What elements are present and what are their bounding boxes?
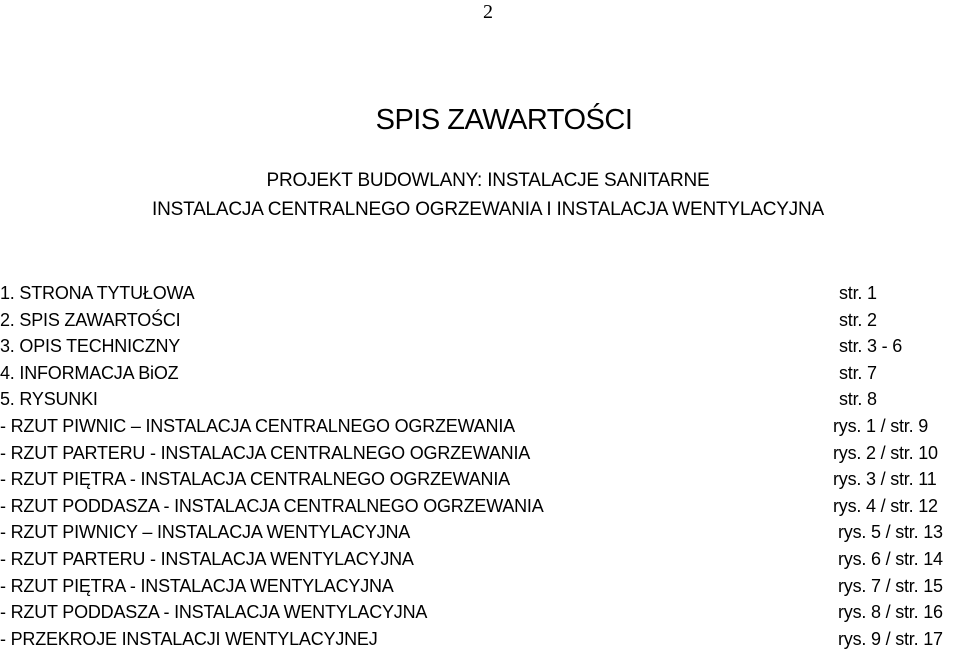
toc-row xyxy=(0,413,960,440)
toc-row-label: 4. INFORMACJA BiOZ xyxy=(0,362,179,383)
toc-row xyxy=(0,626,960,653)
toc-row xyxy=(0,546,960,573)
toc-row-page: rys. 4 / str. 12 xyxy=(833,495,938,516)
table-of-contents xyxy=(0,280,960,652)
toc-row-page: str. 1 xyxy=(839,283,877,303)
toc-row-page: rys. 6 / str. 14 xyxy=(838,548,943,569)
toc-row-label: - RZUT PARTERU - INSTALACJA CENTRALNEGO OGRZEWANIA xyxy=(0,442,531,463)
toc-row-page: rys. 5 / str. 13 xyxy=(838,522,943,543)
page-number: 2 xyxy=(483,1,493,23)
toc-row-label: 5. RYSUNKI xyxy=(0,389,98,410)
toc-row-page: rys. 3 / str. 11 xyxy=(833,469,937,490)
toc-row xyxy=(0,360,960,387)
toc-row-page: str. 3 - 6 xyxy=(839,336,903,357)
toc-row-label: - RZUT PIĘTRA - INSTALACJA CENTRALNEGO OGRZEWANIA xyxy=(0,469,510,490)
toc-row-page: rys. 2 / str. 10 xyxy=(833,442,938,463)
toc-row-page: str. 2 xyxy=(839,309,877,330)
toc-row xyxy=(0,280,960,307)
toc-row-label: 2. SPIS ZAWARTOŚCI xyxy=(0,309,181,330)
toc-row xyxy=(0,599,960,626)
toc-row-label: - RZUT PIĘTRA - INSTALACJA WENTYLACYJNA xyxy=(0,575,394,596)
toc-row-label: - RZUT PODDASZA - INSTALACJA WENTYLACYJNA xyxy=(0,602,428,623)
toc-row xyxy=(0,519,960,546)
toc-row-label: - RZUT PARTERU - INSTALACJA WENTYLACYJNA xyxy=(0,548,414,569)
toc-row-label: - RZUT PIWNICY – INSTALACJA WENTYLACYJNA xyxy=(0,522,411,543)
document-subtitle-line2: INSTALACJA CENTRALNEGO OGRZEWANIA I INSTALACJA WENTYLACYJNA xyxy=(152,199,824,220)
toc-row xyxy=(0,386,960,413)
toc-row-label: - PRZEKROJE INSTALACJI WENTYLACYJNEJ xyxy=(0,628,378,649)
toc-row-page: rys. 1 / str. 9 xyxy=(833,415,929,436)
toc-row xyxy=(0,466,960,493)
document-title: SPIS ZAWARTOŚCI xyxy=(375,104,633,136)
toc-row-page: rys. 9 / str. 17 xyxy=(838,628,943,649)
toc-row-label: - RZUT PIWNIC – INSTALACJA CENTRALNEGO OGRZEWANIA xyxy=(0,415,515,436)
toc-row-page: rys. 7 / str. 15 xyxy=(838,575,943,596)
toc-row xyxy=(0,493,960,520)
toc-row-page: str. 7 xyxy=(839,362,877,383)
toc-row-label: 3. OPIS TECHNICZNY xyxy=(0,336,181,357)
toc-row xyxy=(0,573,960,600)
toc-row-page: rys. 8 / str. 16 xyxy=(838,602,943,623)
toc-row xyxy=(0,333,960,360)
toc-row-label: - RZUT PODDASZA - INSTALACJA CENTRALNEGO OGRZEWANIA xyxy=(0,495,544,516)
toc-row-label: 1. STRONA TYTUŁOWA xyxy=(0,283,195,303)
toc-row xyxy=(0,307,960,334)
toc-row xyxy=(0,440,960,467)
document-subtitle-line1: PROJEKT BUDOWLANY: INSTALACJE SANITARNE xyxy=(266,170,710,191)
toc-row-page: str. 8 xyxy=(839,389,877,410)
